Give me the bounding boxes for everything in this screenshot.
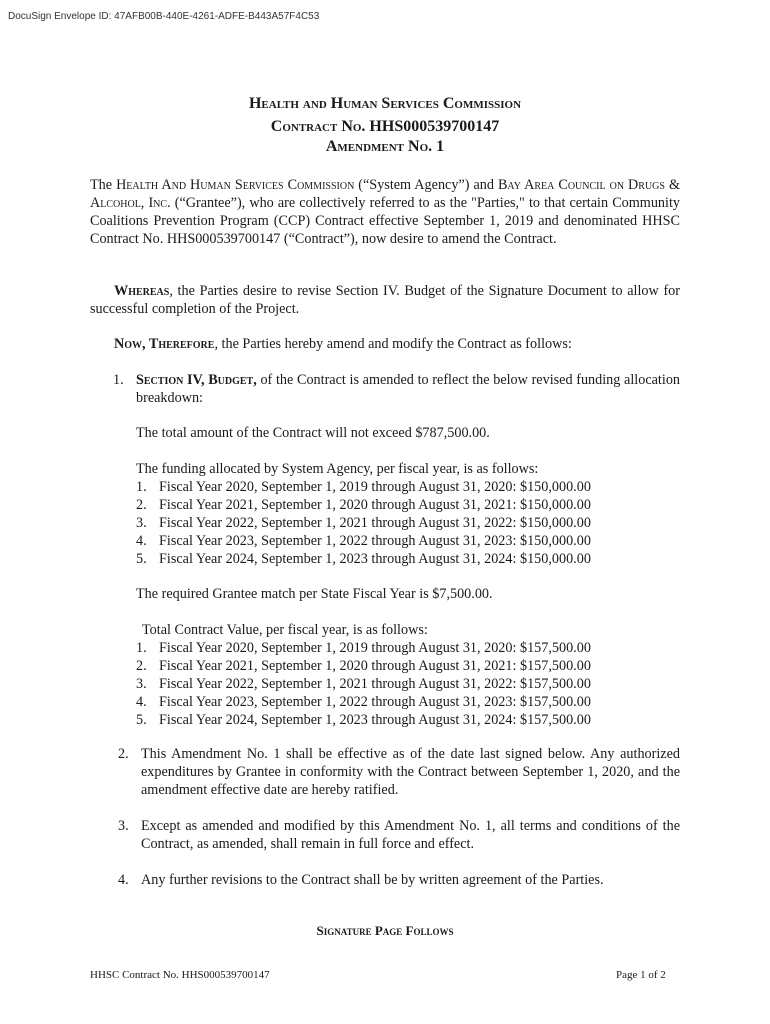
fiscal-year-item: Fiscal Year 2024, September 1, 2023 through August 31, 2024: $157,500.00 — [159, 712, 591, 728]
list-item-number: 4. — [136, 694, 147, 710]
list-item-number: 1. — [136, 640, 147, 656]
item-3-text: Except as amended and modified by this Amendment No. 1, all terms and conditions of the Contract, as amended, shall remain in full force and effect. — [141, 818, 680, 852]
fiscal-year-item: Fiscal Year 2021, September 1, 2020 through August 31, 2021: $150,000.00 — [159, 497, 591, 513]
item-4-number: 4. — [118, 872, 129, 888]
fiscal-year-item: Fiscal Year 2020, September 1, 2019 through August 31, 2020: $150,000.00 — [159, 479, 591, 495]
header-agency: Health and Human Services Commission — [248, 95, 522, 112]
grantee-match: The required Grantee match per State Fiscal Year is $7,500.00. — [136, 586, 493, 602]
fiscal-year-item: Fiscal Year 2023, September 1, 2022 through August 31, 2023: $150,000.00 — [159, 533, 591, 549]
footer-contract: HHSC Contract No. HHS000539700147 — [90, 969, 270, 981]
total-value-intro: Total Contract Value, per fiscal year, is as follows: — [142, 622, 428, 638]
fiscal-year-item: Fiscal Year 2020, September 1, 2019 through August 31, 2020: $157,500.00 — [159, 640, 591, 656]
fiscal-year-item: Fiscal Year 2021, September 1, 2020 through August 31, 2021: $157,500.00 — [159, 658, 591, 674]
section-1-text: Section IV, Budget, of the Contract is amended to reflect the below revised funding allocation breakdown: — [136, 372, 681, 406]
intro-paragraph: The Health And Human Services Commission (“System Agency”) and Bay Area Council on Drugs & Alcohol, Inc. (“Grantee”), who are collectively referred to as the "Parties," to that certain Community Coalitions Prevention Program (CCP) Contract effective September 1, 2019 and denominated HHSC Contract No. HHS000539700147 (“Contract”), now desire to amend the Contract. — [90, 177, 680, 247]
footer-page-number: Page 1 of 2 — [616, 969, 666, 981]
signature-page-note: Signature Page Follows — [316, 923, 454, 938]
grantee-name: Bay Area Council on Drugs & Alcohol, Inc. — [90, 177, 680, 211]
list-item-number: 2. — [136, 497, 147, 513]
item-2-number: 2. — [118, 746, 129, 762]
list-item-number: 3. — [136, 515, 147, 531]
list-item-number: 5. — [136, 551, 147, 567]
item-3-number: 3. — [118, 818, 129, 834]
fiscal-year-item: Fiscal Year 2022, September 1, 2021 through August 31, 2022: $150,000.00 — [159, 515, 591, 531]
item-4-text: Any further revisions to the Contract shall be by written agreement of the Parties. — [141, 872, 604, 888]
header-amendment: Amendment No. 1 — [325, 138, 445, 155]
funding-intro: The funding allocated by System Agency, per fiscal year, is as follows: — [136, 461, 539, 477]
docusign-envelope-id: DocuSign Envelope ID: 47AFB00B-440E-4261-ADFE-B443A57F4C53 — [8, 11, 320, 22]
now-therefore-paragraph: Now, Therefore, the Parties hereby amend and modify the Contract as follows: — [114, 336, 572, 352]
agency-name: Health And Human Services Commission — [116, 177, 355, 193]
header-contract-number: Contract No. HHS000539700147 — [270, 118, 500, 135]
list-item-number: 5. — [136, 712, 147, 728]
fiscal-year-item: Fiscal Year 2023, September 1, 2022 through August 31, 2023: $157,500.00 — [159, 694, 591, 710]
fiscal-year-item: Fiscal Year 2024, September 1, 2023 through August 31, 2024: $150,000.00 — [159, 551, 591, 567]
list-item-number: 1. — [136, 479, 147, 495]
fiscal-year-item: Fiscal Year 2022, September 1, 2021 through August 31, 2022: $157,500.00 — [159, 676, 591, 692]
list-item-number: 4. — [136, 533, 147, 549]
whereas-paragraph: Whereas, the Parties desire to revise Section IV. Budget of the Signature Document to allow for successful completion of the Project. — [90, 283, 680, 317]
section-1-number: 1. — [113, 372, 124, 388]
list-item-number: 3. — [136, 676, 147, 692]
item-2-text: This Amendment No. 1 shall be effective as of the date last signed below. Any authorized expenditures by Grantee in conformity with the Contract between September 1, 2020, and the amendment effective date are hereby ratified. — [141, 746, 680, 798]
contract-total: The total amount of the Contract will not exceed $787,500.00. — [136, 425, 490, 441]
list-item-number: 2. — [136, 658, 147, 674]
